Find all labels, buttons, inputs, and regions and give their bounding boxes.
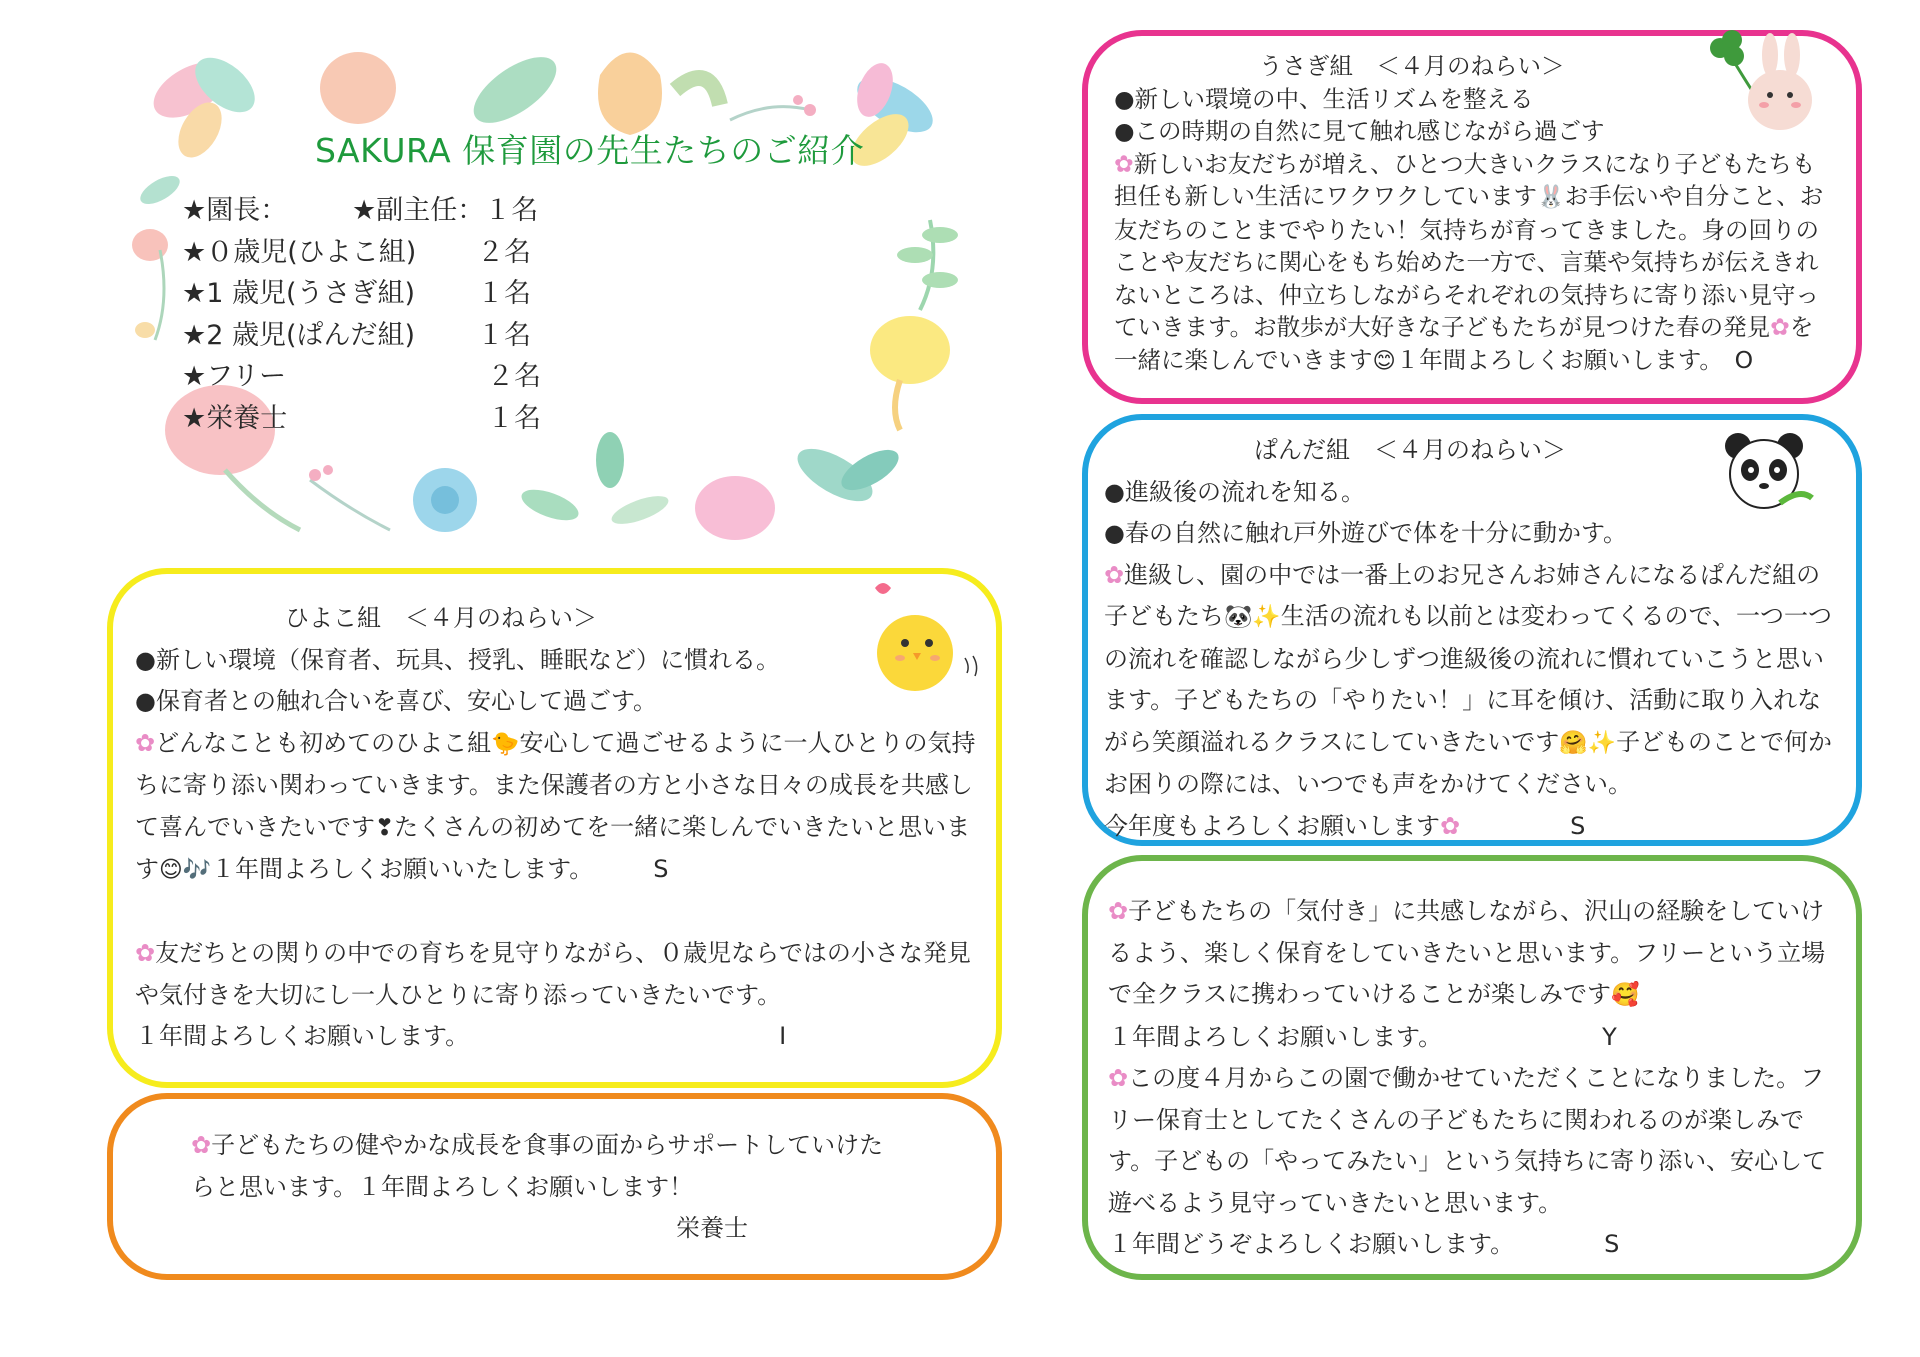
panda-goal: ●進級後の流れを知る。 <box>1104 477 1365 506</box>
flower-icon: ✿ <box>1440 811 1461 840</box>
staff-label: ★０歳児(ひよこ組) <box>182 236 417 268</box>
usagi-goal: ●この時期の自然に見て触れ感じながら過ごす <box>1114 117 1605 145</box>
free-closing-1: １年間よろしくお願いします。 Y <box>1108 1022 1617 1051</box>
music-icon: 🎶 <box>182 857 212 883</box>
free-signature-2: S <box>1604 1230 1620 1258</box>
staff-label: ★栄養士 <box>182 402 288 434</box>
usagi-body: ✿新しいお友だちが増え、ひとつ大きいクラスになり子どもたちも担任も新しい生活にワクワクしています🐰お手伝いや自分こと、お友だちのことまでやりたい！気持ちが育ってきました。身の回りのことや友だちに関心をもち始めた一方で、言葉や気持ちが伝えきれないところは、仲立ちしながらそれぞれの気持ちに寄り添い見守っていきます。お散歩が大好きな子どもたちが見つけた春の発見✿を一緒に楽しんでいきます😊１年間よろしくお願いします。 O <box>1114 149 1824 374</box>
flower-icon: ✿ <box>135 939 156 967</box>
flower-icon: ✿ <box>1114 149 1134 178</box>
rabbit-clover-illustration <box>1700 30 1820 140</box>
page-title: SAKURA 保育園の先生たちのご紹介 <box>315 131 865 170</box>
panda-closing: 今年度もよろしくお願いします✿ S <box>1104 811 1586 840</box>
nutritionist-signature: 栄養士 <box>676 1214 748 1242</box>
staff-label: ★1 歳児(うさぎ組) <box>182 278 416 309</box>
hiyoko-body-1: ✿どんなことも初めてのひよこ組🐤安心して過ごせるように一人ひとりの気持ちに寄り添い関わっていきます。また保護者の方と小さな日々の成長を共感して喜んでいきたいです❣たくさんの初めてを一緒に楽しんでいきたいと思います😊🎶１年間よろしくお願いいたします。 S <box>135 728 976 883</box>
staff-intro-section <box>130 30 990 550</box>
hiyoko-signature-2: I <box>779 1022 787 1050</box>
staff-count: １名 <box>487 402 541 434</box>
heart-icon: ❣ <box>375 814 395 841</box>
panda-goal: ●春の自然に触れ戸外遊びで体を十分に動かす。 <box>1104 519 1628 547</box>
panda-icon: 🐼 <box>1224 604 1253 630</box>
panda-illustration <box>1720 428 1815 523</box>
hiyoko-goal: ●保育者との触れ合いを喜び、安心して過ごす。 <box>135 687 658 715</box>
staff-count: １名 <box>477 278 531 309</box>
hug-icon: 🤗 <box>1559 729 1588 756</box>
flower-icon: ✿ <box>1108 1064 1129 1092</box>
smile-icon: 😊 <box>159 857 183 883</box>
staff-count: ２名 <box>487 361 541 392</box>
panda-body: ✿進級し、園の中では一番上のお兄さんお姉さんになるぱんだ組の子どもたち🐼✨生活の流れも以前とは変わってくるので、一つ一つの流れを確認しながら少しずつ進級後の流れに慣れていこうと思います。子どもたちの「やりたい！」に耳を傾け、活動に取り入れながら笑顔溢れるクラスにしていきたいです🤗✨子どものことで何かお困りの際には、いつでも声をかけてください。 <box>1104 560 1833 798</box>
free-staff-box <box>1082 855 1862 1280</box>
staff-count: １名 <box>477 319 531 351</box>
hiyoko-goal: ●新しい環境（保育者、玩具、授乳、睡眠など）に慣れる。 <box>135 645 780 674</box>
staff-count: ２名 <box>477 236 531 268</box>
staff-label: ★園長： <box>182 195 288 226</box>
hiyoko-heading: ひよこ組 ＜４月のねらい＞ <box>285 604 597 632</box>
chick-illustration <box>855 578 990 698</box>
free-signature-1: Y <box>1602 1022 1617 1051</box>
smile-icon: 😊 <box>1372 347 1396 374</box>
flower-icon: ✿ <box>1104 560 1125 589</box>
staff-label: ★2 歳児(ぱんだ組) <box>182 319 416 351</box>
free-message-2: ✿この度４月からこの園で働かせていただくことになりました。フリー保育士としてたくさんの子どもたちに関われるのが楽しみです。子どもの「やってみたい」という気持ちに寄り添い、安心して遊べるよう見守っていきたいと思います。 <box>1108 1064 1827 1217</box>
free-message-1: ✿子どもたちの「気付き」に共感しながら、沢山の経験をしていけるよう、楽しく保育をしていきたいと思います。フリーという立場で全クラスに携わっていけることが楽しみです🥰 <box>1108 897 1826 1008</box>
sparkle-icon: ✨ <box>1587 729 1617 756</box>
staff-label: ★フリー <box>182 361 287 392</box>
free-closing-2: １年間どうぞよろしくお願いします。 S <box>1108 1230 1620 1258</box>
nutritionist-box <box>107 1093 1002 1280</box>
flower-icon: ✿ <box>191 1131 212 1159</box>
flower-icon: ✿ <box>1108 897 1129 925</box>
usagi-signature: O <box>1734 345 1754 374</box>
flower-icon: ✿ <box>135 728 156 757</box>
nutritionist-message: ✿子どもたちの健やかな成長を食事の面からサポートしていけたらと思います。１年間よろしくお願いします！ <box>191 1131 884 1201</box>
rabbit-icon: 🐰 <box>1537 184 1565 210</box>
hiyoko-body-2: ✿友だちとの関りの中での育ちを見守りながら、０歳児ならではの小さな発見や気付きを大切にし一人ひとりに寄り添っていきたいです。 <box>135 939 971 1009</box>
usagi-goal: ●新しい環境の中、生活リズムを整える <box>1114 84 1534 113</box>
sparkle-icon: ✨ <box>1252 604 1281 630</box>
panda-signature: S <box>1570 811 1586 840</box>
flower-icon: ✿ <box>1770 313 1790 341</box>
chick-icon: 🐤 <box>491 730 520 757</box>
hiyoko-signature-1: S <box>653 855 669 883</box>
love-icon: 🥰 <box>1611 982 1640 1008</box>
staff-extra: ★副主任：１名 <box>352 195 539 226</box>
spacer <box>135 892 982 934</box>
panda-heading: ぱんだ組 ＜４月のねらい＞ <box>1254 436 1566 464</box>
hiyoko-closing-2: １年間よろしくお願いします。 I <box>135 1022 787 1050</box>
usagi-heading: うさぎ組 ＜４月のねらい＞ <box>1259 52 1565 80</box>
